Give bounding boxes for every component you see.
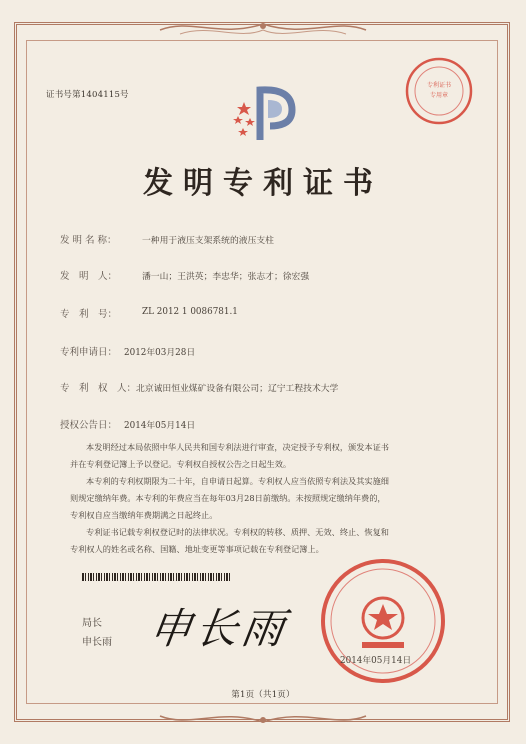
inventors: 潘一山；王洪英；李忠华；张志才；徐宏强: [142, 272, 310, 282]
svg-text:专用章: 专用章: [429, 92, 449, 99]
page-title: 发明专利证书: [143, 166, 383, 201]
invention-name: 一种用于液压支架系统的液压支柱: [142, 236, 274, 246]
patentee: 北京诚田恒业煤矿设备有限公司；辽宁工程技术大学: [136, 384, 339, 394]
director-signature: 申长雨: [146, 604, 292, 653]
grant-date: 2014年05月14日: [124, 421, 196, 431]
director-name: 申长雨: [82, 637, 112, 648]
body-line: 专利权自应当缴纳年费期满之日起终止。: [70, 510, 218, 520]
body-line: 专利证书记载专利权登记时的法律状况。专利权的转移、质押、无效、终止、恢复和: [86, 527, 389, 537]
patent-office-logo-icon: [230, 82, 302, 144]
patent-number: ZL 2012 1 0086781.1: [142, 307, 238, 317]
patentee-label: 专 利 权 人：: [60, 383, 137, 394]
filing-date-label: 专利申请日：: [60, 347, 118, 358]
barcode: [82, 573, 232, 581]
issue-date: 2014年05月14日: [340, 656, 412, 666]
official-seal-bottom: [318, 556, 448, 686]
top-ornament: [150, 16, 376, 40]
inventors-label: 发 明 人：: [60, 271, 118, 282]
body-line: 专利权人的姓名或名称、国籍、地址变更等事项记载在专利登记簿上。: [70, 544, 324, 554]
svg-text:专利证书: 专利证书: [426, 82, 452, 89]
body-line: 本专利的专利权期限为二十年，自申请日起算。专利权人应当依照专利法及其实施细: [86, 476, 389, 486]
filing-date: 2012年03月28日: [124, 348, 196, 358]
certificate-number: 证书号第1404115号: [46, 90, 129, 100]
official-seal-top-right: [404, 56, 474, 126]
page-note: 第1页（共1页）: [231, 690, 295, 700]
invention-name-label: 发 明 名 称：: [60, 235, 117, 246]
bottom-ornament: [150, 706, 376, 730]
body-line: 并在专利登记簿上予以登记。专利权自授权公告之日起生效。: [70, 459, 292, 469]
body-line: 本发明经过本局依照中华人民共和国专利法进行审查，决定授予专利权，颁发本证书: [86, 442, 389, 452]
patent-number-label: 专 利 号：: [60, 309, 118, 320]
grant-date-label: 授权公告日：: [60, 420, 118, 431]
director-title: 局长: [82, 618, 102, 629]
body-line: 则规定缴纳年费。本专利的年费应当在每年03月28日前缴纳。未按照规定缴纳年费的，: [70, 493, 386, 503]
